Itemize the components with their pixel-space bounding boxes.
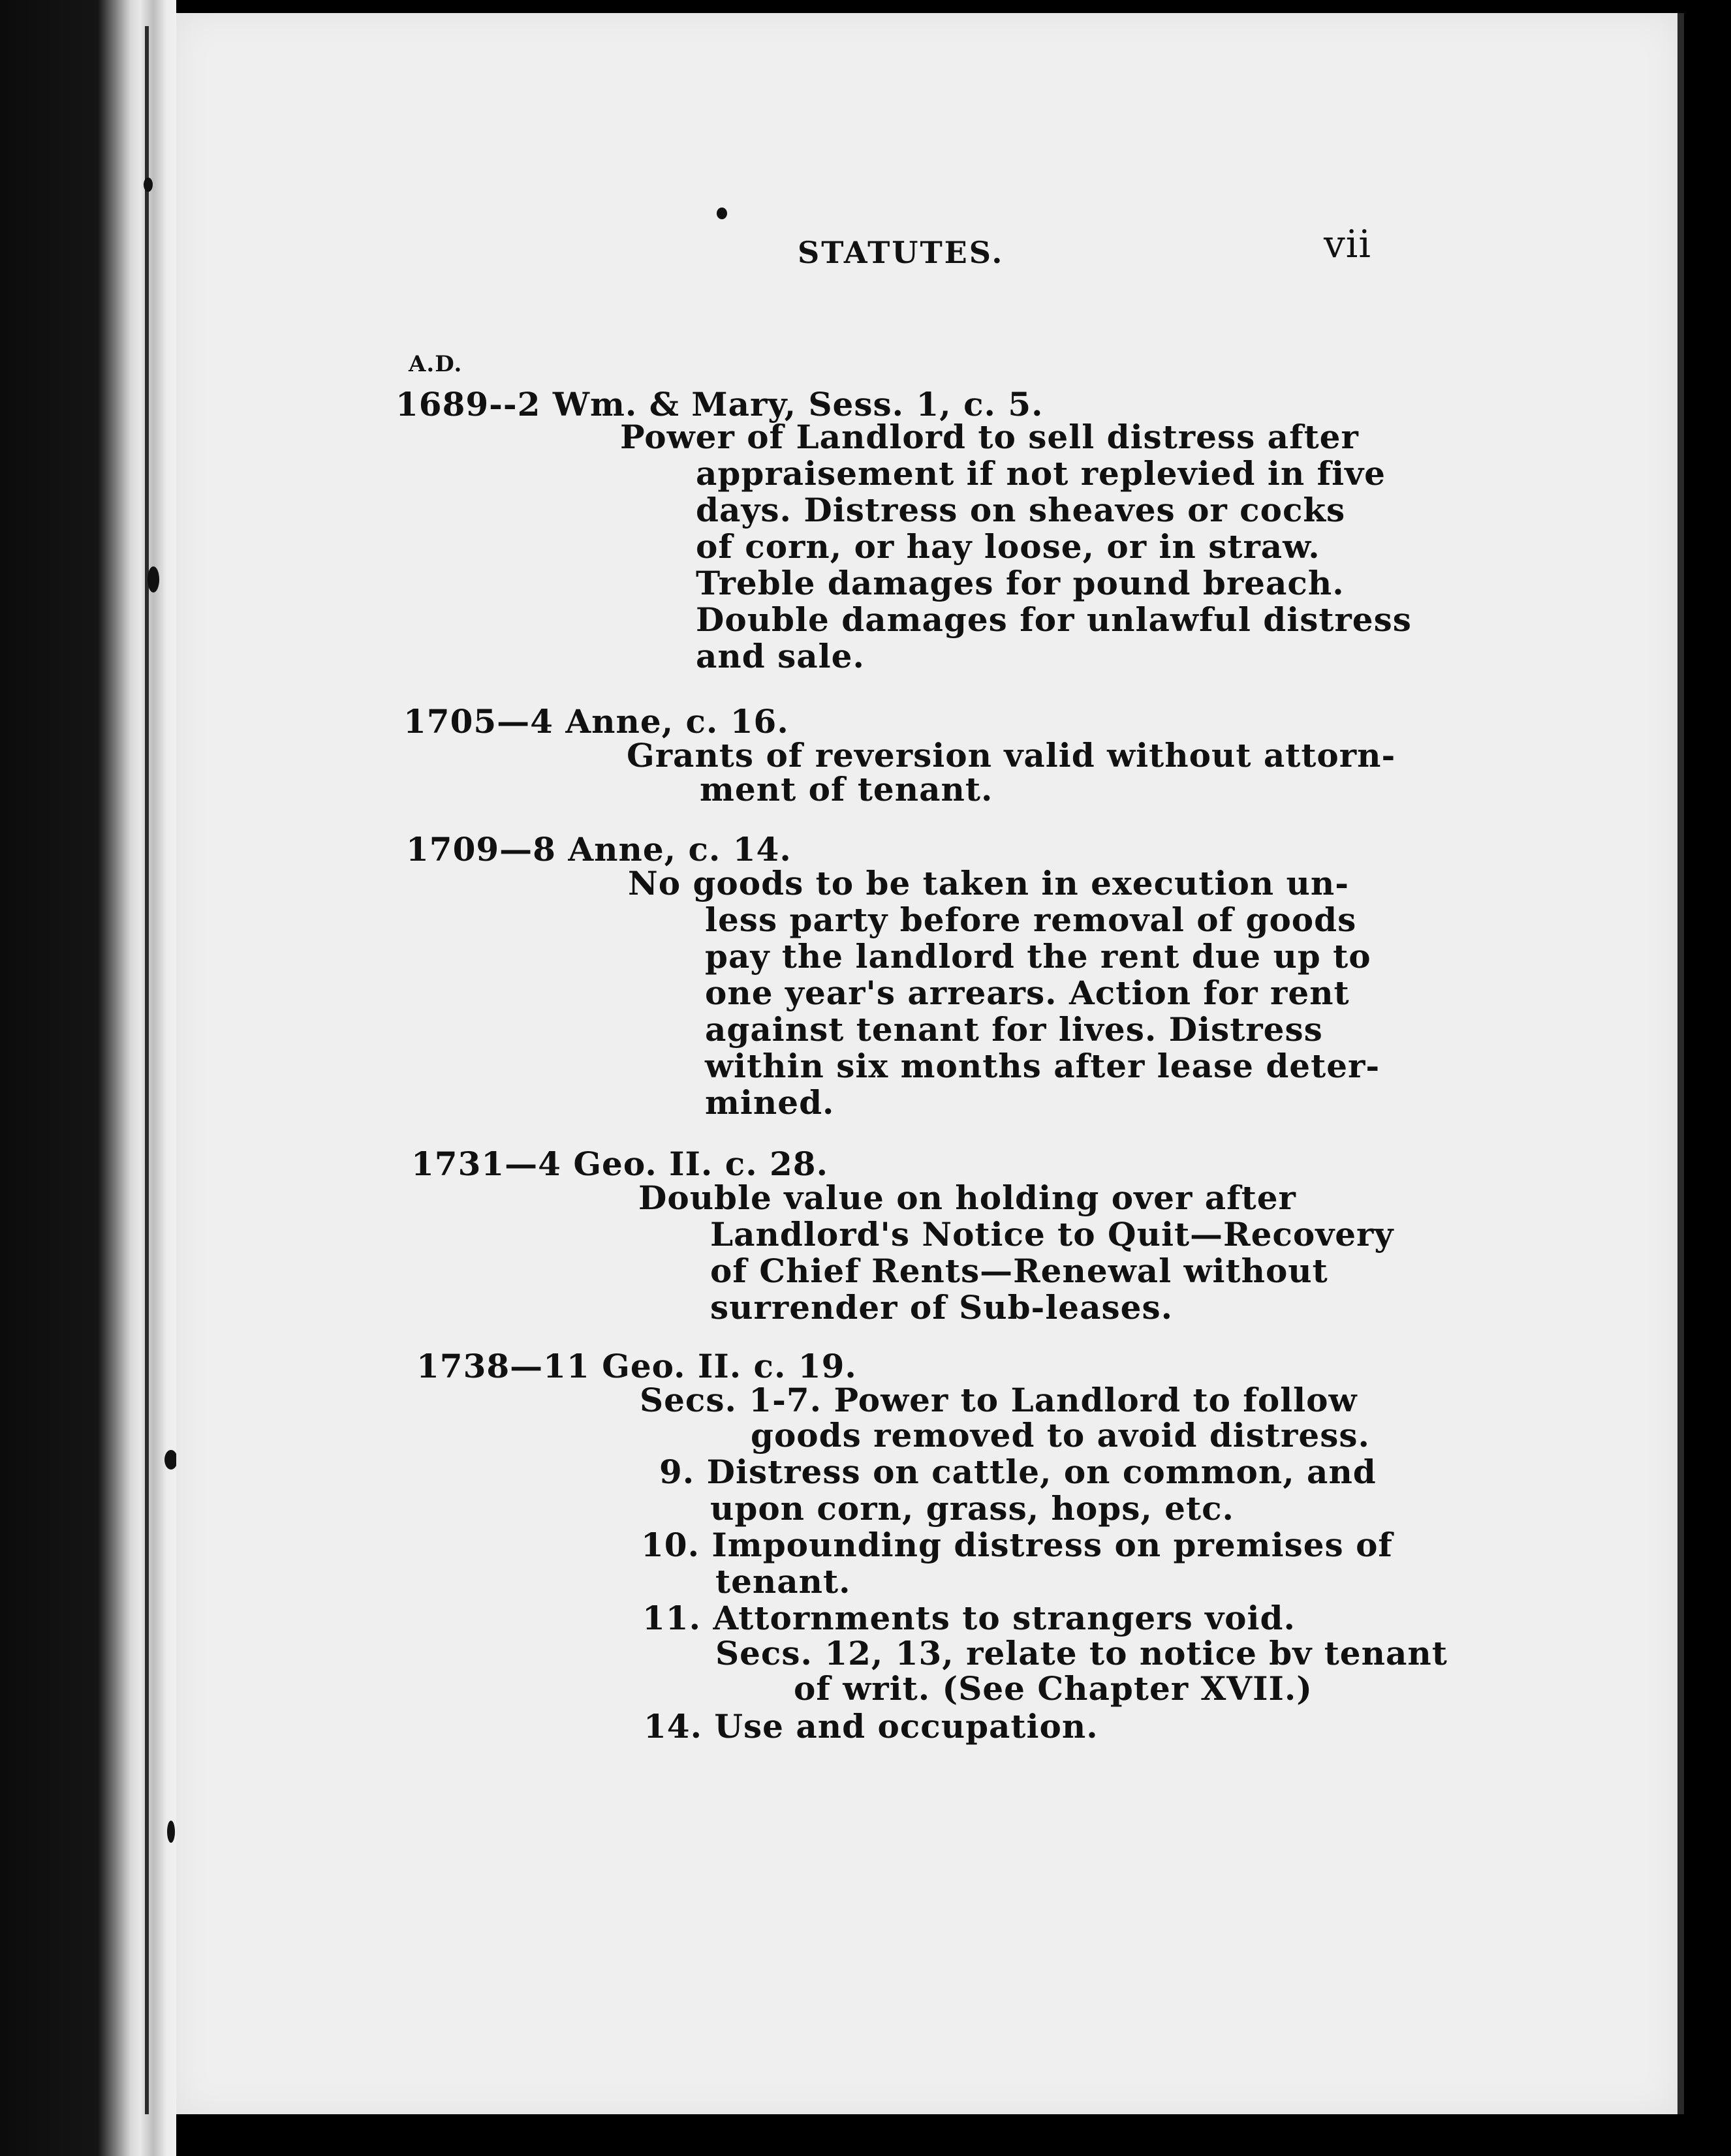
- statute-text-line: ment of tenant.: [700, 770, 993, 808]
- statute-text-line: goods removed to avoid distress.: [751, 1416, 1370, 1455]
- statute-text-line: days. Distress on sheaves or cocks: [696, 491, 1346, 529]
- statute-heading: 1709—8 Anne, c. 14.: [406, 830, 792, 869]
- statute-text-line: Power of Landlord to sell distress after: [620, 418, 1359, 456]
- statute-heading: 1705—4 Anne, c. 16.: [403, 702, 789, 741]
- binding-mark: [148, 566, 159, 593]
- statute-heading: 1738—11 Geo. II. c. 19.: [416, 1347, 857, 1385]
- ink-dot: [717, 208, 727, 219]
- statute-text-line: 11. Attornments to strangers void.: [642, 1599, 1296, 1637]
- statute-text-line: Secs. 1-7. Power to Landlord to follow: [640, 1381, 1358, 1419]
- statute-text-line: Secs. 12, 13, relate to notice bv tenant: [715, 1634, 1448, 1672]
- statute-text-line: appraisement if not replevied in five: [696, 454, 1386, 493]
- running-head: STATUTES.: [798, 235, 1005, 270]
- statute-text-line: one year's arrears. Action for rent: [705, 974, 1350, 1012]
- statute-text-line: 9. Distress on cattle, on common, and: [659, 1453, 1377, 1491]
- binding-mark: [167, 1821, 175, 1843]
- statute-text-line: surrender of Sub-leases.: [710, 1288, 1174, 1327]
- statute-text-line: Double value on holding over after: [638, 1178, 1296, 1217]
- statute-text-line: and sale.: [696, 637, 865, 675]
- statute-text-line: tenant.: [715, 1562, 851, 1601]
- statute-text-line: pay the landlord the rent due up to: [705, 937, 1371, 976]
- statute-text-line: Treble damages for pound breach.: [696, 564, 1345, 602]
- ad-label: A.D.: [409, 351, 463, 377]
- page-gutter: [0, 0, 176, 2156]
- binding-mark: [144, 177, 153, 192]
- statute-text-line: of writ. (See Chapter XVII.): [794, 1669, 1313, 1708]
- statute-text-line: less party before removal of goods: [705, 901, 1357, 939]
- statute-heading: 1731—4 Geo. II. c. 28.: [411, 1145, 828, 1183]
- gutter-edge: [145, 26, 149, 2114]
- statute-heading: 1689--2 Wm. & Mary, Sess. 1, c. 5.: [396, 385, 1044, 424]
- statute-text-line: of Chief Rents—Renewal without: [710, 1252, 1328, 1290]
- statute-text-line: 14. Use and occupation.: [644, 1707, 1099, 1746]
- statute-text-line: upon corn, grass, hops, etc.: [710, 1489, 1234, 1528]
- statute-text-line: Double damages for unlawful distress: [696, 600, 1412, 639]
- statute-text-line: Grants of reversion valid without attorn-: [627, 736, 1396, 775]
- statute-text-line: within six months after lease deter-: [705, 1047, 1380, 1085]
- statute-text-line: No goods to be taken in execution un-: [628, 864, 1350, 902]
- page-number: vii: [1324, 222, 1371, 266]
- binding-mark: [164, 1450, 178, 1470]
- book-page: [176, 13, 1684, 2114]
- statute-text-line: mined.: [705, 1083, 835, 1122]
- statute-text-line: of corn, or hay loose, or in straw.: [696, 527, 1320, 566]
- statute-text-line: Landlord's Notice to Quit—Recovery: [710, 1215, 1394, 1254]
- statute-text-line: 10. Impounding distress on premises of: [641, 1526, 1393, 1564]
- statute-text-line: against tenant for lives. Distress: [705, 1010, 1323, 1049]
